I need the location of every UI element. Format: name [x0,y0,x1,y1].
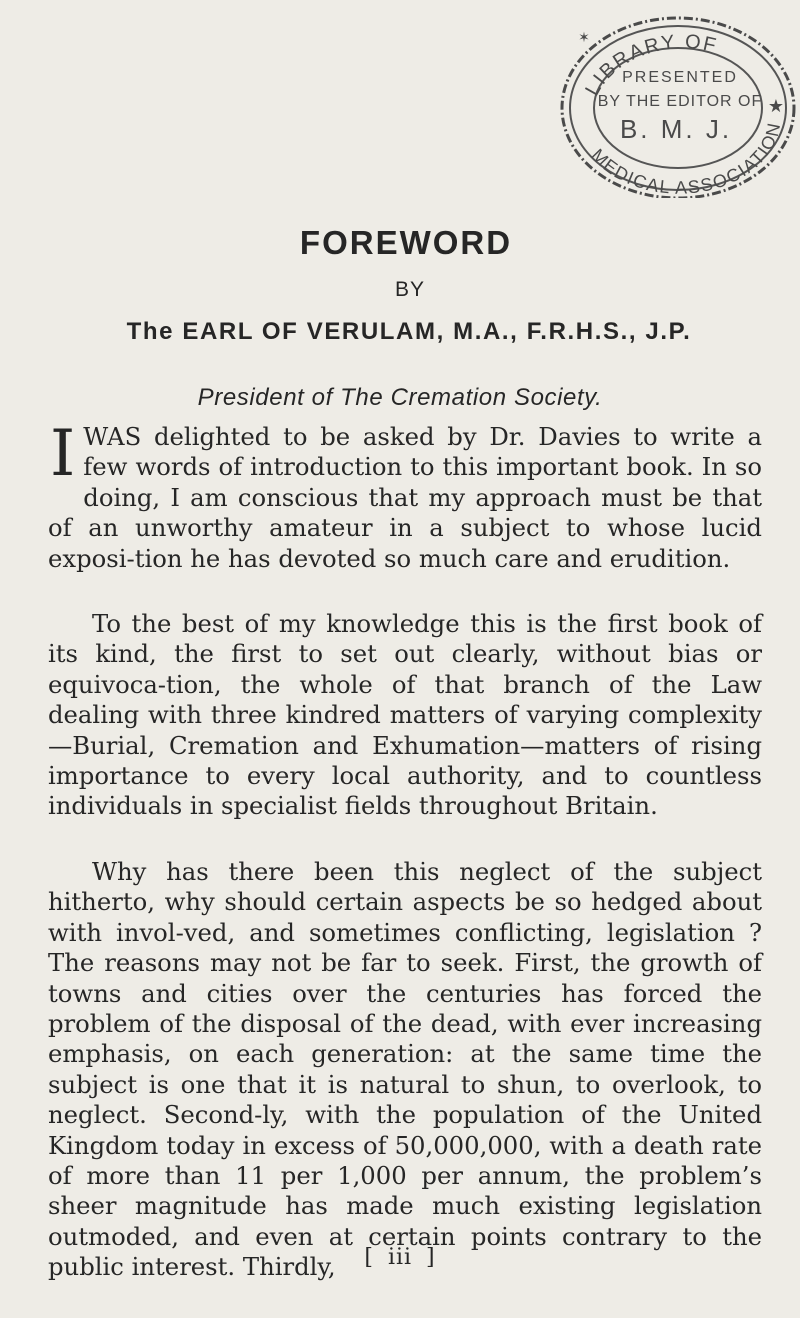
library-stamp [548,2,800,198]
star-icon: ✶ [578,30,590,46]
stamp-inner-line-1: PRESENTED [622,69,738,86]
drop-cap: I [50,417,76,491]
bracket-close: ] [426,1245,436,1270]
by-line: BY [394,278,425,301]
author-line: The EARL OF VERULAM, M.A., F.R.H.S., J.P. [126,318,692,345]
stamp-inner-line-3: B. M. J. [619,114,733,144]
stamp-ring-top-text: LIBRARY OF [581,30,720,100]
page-number-value: iii [387,1245,413,1270]
stamp-ring-bottom-text: MEDICAL ASSOCIATION [587,120,785,198]
stamp-inner-line-2: BY THE EDITOR OF [597,93,763,110]
foreword-body [48,417,762,1318]
star-icon: ★ [767,96,785,117]
svg-text:LIBRARY OF [581,31,719,100]
page-number [0,1245,800,1270]
library-stamp-graphic [548,2,800,198]
page-title: FOREWORD [299,224,513,261]
author-role: President of The Cremation Society. [197,384,603,411]
paragraph: Why has there been this neglect of the subject hitherto, why should certain aspects be so hedged about with invol-ved, and sometimes conflicting, legislation ? The reasons may not be far to seek. First, the growth of towns and cities over the centuries has forced the problem of the disposal of the dead, with ever increasing emphasis, on each generation: at the same time the subject is one that it is natural to shun, to overlook, to neglect. Second-ly, with the population of the United Kingdom today in excess of 50,000,000, with a death rate of more than 11 per 1,000 per annum, the problem’s sheer magnitude has made much existing legislation outmoded, and even at certain points contrary to the public interest. Thirdly, [48,856,762,1282]
bracket-open: [ [364,1245,374,1270]
paragraph: To the best of my knowledge this is the first book of its kind, the first to set out clearly, without bias or equivoca-tion, the whole of that branch of the Law dealing with three kindred matters of varying complexity—Burial, Cremation and Exhumation—matters of rising importance to every local authority, and to countless individuals in specialist fields throughout Britain. [48,609,762,821]
paragraph [48,417,762,574]
paragraph-text: WAS delighted to be asked by Dr. Davies to write a few words of introduction to this important book. In so doing, I am conscious that my approach must be that of an unworthy amateur in a subject to whose lucid exposi-tion he has devoted so much care and erudition. [48,422,762,573]
